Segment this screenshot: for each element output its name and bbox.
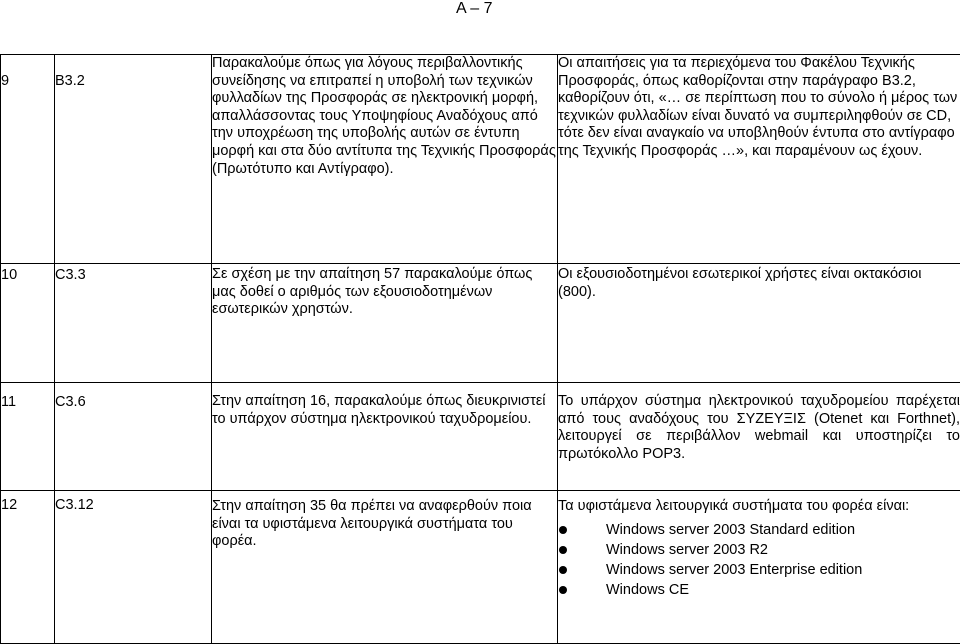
- bullet-icon: [559, 526, 567, 534]
- page-number: A – 7: [456, 0, 492, 18]
- row-reference: C3.12: [55, 491, 212, 644]
- list-item: [558, 580, 960, 600]
- row-number: 9: [1, 55, 55, 264]
- table-row: [1, 383, 960, 491]
- answer-text: Τα υφιστάμενα λειτουργικά συστήματα του φορέα είναι:: [558, 498, 960, 516]
- question-text: Παρακαλούμε όπως για λόγους περιβαλλοντικής συνείδησης να επιτραπεί η υποβολή των τεχνικών φυλλαδίων της Προσφοράς σε ηλεκτρονική μορφή, απαλλάσσοντας τους Υποψηφίους Αναδόχους από την υποχρέωση της υποβολής αυτών σε έντυπη μορφή και στα δύο αντίτυπα της Τεχνικής Προσφοράς (Πρωτότυπο και Αντίγραφο).: [212, 55, 558, 264]
- bullet-icon: [559, 586, 567, 594]
- question-text: Στην απαίτηση 16, παρακαλούμε όπως διευκρινιστεί το υπάρχον σύστημα ηλεκτρονικού ταχυδρομείου.: [212, 383, 558, 491]
- answer-cell: [558, 491, 960, 644]
- list-item-label: Windows server 2003 Enterprise edition: [606, 562, 862, 578]
- row-number: 12: [1, 491, 55, 644]
- question-text: Σε σχέση με την απαίτηση 57 παρακαλούμε όπως μας δοθεί ο αριθμός των εξουσιοδοτημένων εσωτερικών χρηστών.: [212, 264, 558, 383]
- list-item-label: Windows CE: [606, 582, 689, 598]
- row-reference: C3.6: [55, 383, 212, 491]
- answer-text: Το υπάρχον σύστημα ηλεκτρονικού ταχυδρομείου παρέχεται από τους αναδόχους του ΣΥΖΕΥΞΙΣ (Otenet και Forthnet), λειτουργεί σε περιβάλλον webmail και υποστηρίζει το πρωτόκολλο POP3.: [558, 383, 960, 491]
- answer-text: Οι απαιτήσεις για τα περιεχόμενα του Φακέλου Τεχνικής Προσφοράς, όπως καθορίζονται στην παράγραφο Β3.2, καθορίζουν ότι, «… σε περίπτωση που το σύνολο ή μέρος των τεχνικών φυλλαδίων είναι δυνατό να συμπεριληφθούν σε CD, τότε δεν είναι αναγκαίο να υποβληθούν έντυπα στο αντίγραφο της Τεχνικής Προσφοράς …», και παραμένουν ως έχουν.: [558, 55, 960, 264]
- list-item-label: Windows server 2003 Standard edition: [606, 522, 855, 538]
- list-item: [558, 540, 960, 560]
- table-row: [1, 55, 960, 264]
- table-row: [1, 491, 960, 644]
- table-row: [1, 264, 960, 383]
- list-item-label: Windows server 2003 R2: [606, 542, 768, 558]
- row-number: 10: [1, 264, 55, 383]
- operating-systems-list: [558, 520, 960, 600]
- row-number: 11: [1, 383, 55, 491]
- row-reference: B3.2: [55, 55, 212, 264]
- questions-answers-table: [0, 54, 960, 644]
- answer-text: Οι εξουσιοδοτημένοι εσωτερικοί χρήστες είναι οκτακόσιοι (800).: [558, 264, 960, 383]
- list-item: [558, 520, 960, 540]
- question-text: Στην απαίτηση 35 θα πρέπει να αναφερθούν ποια είναι τα υφιστάμενα λειτουργικά συστήματα του φορέα.: [212, 491, 558, 644]
- bullet-icon: [559, 546, 567, 554]
- row-reference: C3.3: [55, 264, 212, 383]
- bullet-icon: [559, 566, 567, 574]
- list-item: [558, 560, 960, 580]
